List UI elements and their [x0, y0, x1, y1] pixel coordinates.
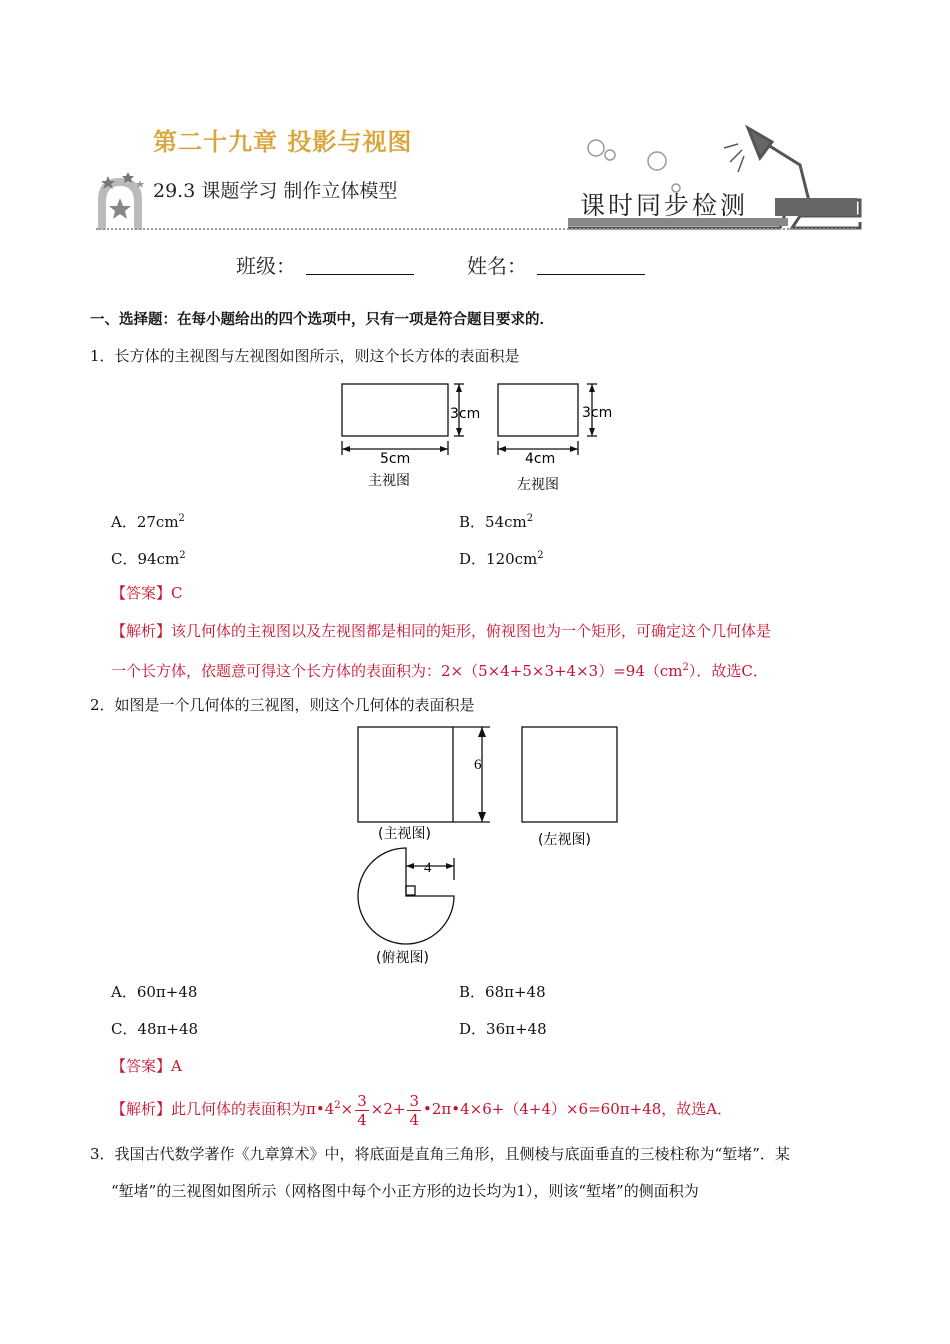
- q1-front-rect: [342, 384, 448, 436]
- q1-left-h: 3cm: [582, 405, 613, 421]
- q1-left-w: 4cm: [525, 451, 556, 467]
- q1-option-c[interactable]: C．$94cm^2$: [111, 550, 186, 568]
- chapter-title: 第二十九章 投影与视图: [153, 128, 413, 156]
- name-blank[interactable]: [537, 256, 645, 275]
- star-logo: [98, 172, 144, 230]
- q2-radius-label: 4: [424, 860, 432, 876]
- q1-figure: [330, 375, 630, 500]
- badge-label: 课时同步检测: [580, 191, 749, 220]
- q2-analysis: 【解析】此几何体的表面积为$\pi•4^2\times$ $\frac{3}{4}$ ×2+ $\frac{3}{4}$ •2π•4×6+（4+4）×6=60π+48，故选A．: [111, 1091, 733, 1129]
- q2-height-label: 6: [474, 757, 482, 773]
- q3-line2: “堑堵”的三视图如图所示（网格图中每个小正方形的边长均为1），则该“堑堵”的侧面积为: [111, 1182, 699, 1200]
- name-field: [467, 250, 645, 279]
- bubble-decoration: [588, 140, 680, 192]
- q2-option-b[interactable]: B．68π+48: [459, 983, 546, 1001]
- q1-front-h: 3cm: [450, 406, 481, 422]
- section-title: 一、选择题：在每小题给出的四个选项中，只有一项是符合题目要求的．: [90, 312, 554, 328]
- class-blank[interactable]: [306, 256, 414, 275]
- q2-answer: 【答案】A: [111, 1057, 182, 1075]
- q2-left-caption: (左视图): [538, 832, 591, 848]
- q1-left-caption: 左视图: [517, 477, 559, 493]
- q2-front-square: [358, 727, 453, 822]
- q2-figure: [340, 720, 640, 970]
- name-label: 姓名：: [467, 254, 527, 278]
- q2-stem: 2．如图是一个几何体的三视图，则这个几何体的表面积是: [90, 696, 475, 714]
- q1-option-d[interactable]: D．$120cm^2$: [459, 550, 544, 568]
- q1-option-a[interactable]: A．$27cm^2$: [111, 513, 185, 531]
- lesson-title: 29.3 课题学习 制作立体模型: [153, 180, 398, 202]
- q1-answer: 【答案】C: [111, 584, 183, 602]
- q2-front-caption: (主视图): [378, 826, 431, 842]
- q1-analysis-line1: 【解析】该几何体的主视图以及左视图都是相同的矩形，俯视图也为一个矩形，可确定这个几何体是: [111, 622, 772, 640]
- q2-top-caption: (俯视图): [376, 950, 429, 966]
- q1-front-caption: 主视图: [368, 473, 410, 489]
- q1-left-rect: [498, 384, 578, 436]
- q1-front-w: 5cm: [380, 451, 411, 467]
- header-decoration: [0, 0, 950, 240]
- q1-option-b[interactable]: B．$54cm^2$: [459, 513, 534, 531]
- q2-top-sector: [358, 848, 454, 944]
- q1-analysis-line2: 一个长方体，依题意可得这个长方体的表面积为：$2\times(5\times 4+5\times 3+4\times 3)=94(cm^2)$．故选C．: [111, 662, 768, 680]
- q2-option-d[interactable]: D．36π+48: [459, 1020, 547, 1038]
- class-label: 班级：: [236, 254, 296, 278]
- q2-left-square: [522, 727, 617, 822]
- header-divider: [96, 228, 856, 230]
- q2-option-a[interactable]: A．60π+48: [111, 983, 198, 1001]
- q1-stem: 1．长方体的主视图与左视图如图所示，则这个长方体的表面积是: [90, 347, 520, 365]
- q2-option-c[interactable]: C．48π+48: [111, 1020, 199, 1038]
- class-field: [236, 250, 414, 279]
- q3-line1: 3．我国古代数学著作《九章算术》中，将底面是直角三角形，且侧棱与底面垂直的三棱柱称为“堑堵”．某: [90, 1145, 790, 1163]
